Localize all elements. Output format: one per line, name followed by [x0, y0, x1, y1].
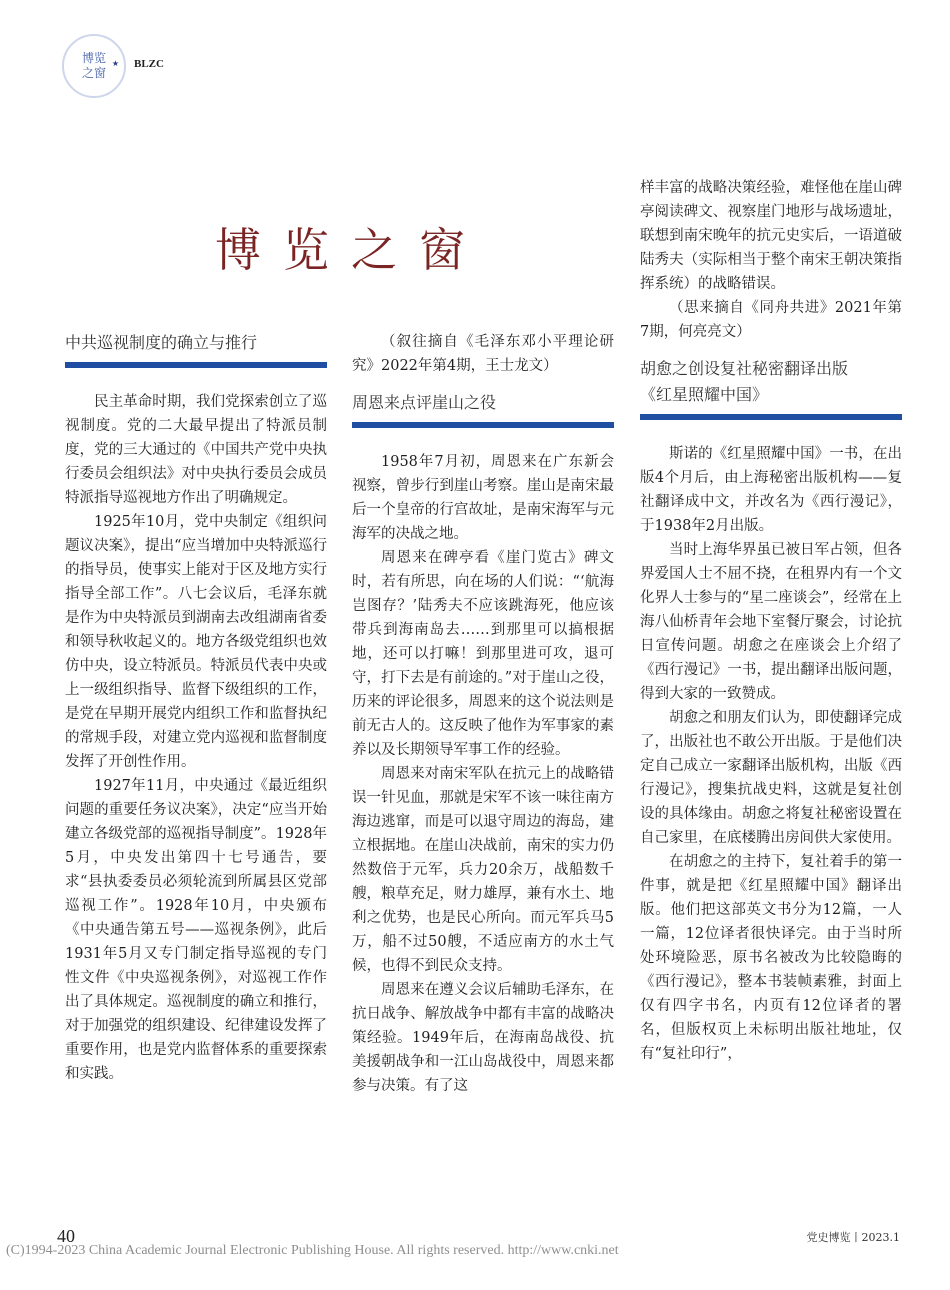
journal-code: BLZC	[134, 58, 164, 70]
column-2	[352, 330, 614, 1098]
journal-issue: 党史博览丨2023.1	[806, 1231, 900, 1244]
logo-text-line1: 博览	[81, 51, 106, 65]
title-bar	[352, 422, 614, 428]
paragraph-continuation: 样丰富的战略决策经验，难怪他在崖山碑亭阅读碑文、视察崖门地形与战场遗址，联想到南宋晚年的抗元史实后，一语道破陆秀夫（实际相当于整个南宋王朝决策指挥系统）的战略错误。	[640, 180, 902, 292]
paragraph: 1925年10月，党中央制定《组织问题议决案》，提出“应当增加中央特派巡行的指导员，使事实上能对于区及地方实行指导全部工作”。八七会议后，毛泽东就是作为中央特派员到湖南去改组湖南省委和领导秋收起义的。地方各级党组织也效仿中央，设立特派员。特派员代表中央或上一级组织指导、监督下级组织的工作，是党在早期开展党内组织工作和监督执纪的常规手段，对建立党内巡视和监督制度发挥了开创性作用。	[65, 514, 327, 770]
article-title: 周恩来点评崖山之役	[352, 393, 497, 412]
paragraph: 当时上海华界虽已被日军占领，但各界爱国人士不屈不挠，在租界内有一个文化界人士参与的“星二座谈会”，经常在上海八仙桥青年会地下室餐厅聚会，讨论抗日宣传问题。胡愈之在座谈会上介绍了《西行漫记》一书，提出翻译出版问题，得到大家的一致赞成。	[640, 542, 902, 702]
citation: （思来摘自《同舟共进》2021年第7期，何亮亮文）	[640, 300, 902, 340]
logo-text-line2: 之窗	[81, 66, 106, 80]
paragraph: 周恩来在碑亭看《崖门览古》碑文时，若有所思，向在场的人们说：“‘航海岂图存？’陆秀夫不应该跳海死，他应该带兵到海南岛去……到那里可以搞根据地，还可以打嘛！到那里进可攻，退可守，打下去是有前途的。”对于崖山之役，历来的评论很多，周恩来的这个说法则是前无古人的。这反映了他作为军事家的素养以及长期领导军事工作的经验。	[352, 550, 614, 758]
column-3	[640, 176, 902, 1066]
title-bar	[640, 414, 902, 420]
title-bar	[65, 362, 327, 368]
journal-logo	[62, 34, 126, 98]
paragraph: 民主革命时期，我们党探索创立了巡视制度。党的二大最早提出了特派员制度，党的三大通过的《中国共产党中央执行委员会组织法》对中央执行委员会成员特派指导巡视地方作出了明确规定。	[65, 394, 327, 506]
copyright-notice: (C)1994-2023 China Academic Journal Electronic Publishing House. All rights reserved. http://www.cnki.net	[6, 1243, 619, 1258]
paragraph: 在胡愈之的主持下，复社着手的第一件事，就是把《红星照耀中国》翻译出版。他们把这部英文书分为12篇，一人一篇，12位译者很快译完。由于当时所处环境险恶，原书名被改为比较隐晦的《西行漫记》，整本书装帧素雅，封面上仅有四字书名，内页有12位译者的署名，但版权页上未标明出版社地址，仅有“复社印行”，	[640, 854, 902, 1062]
paragraph: 1958年7月初，周恩来在广东新会视察，曾步行到崖山考察。崖山是南宋最后一个皇帝的行宫故址，是南宋海军与元海军的决战之地。	[352, 454, 614, 542]
paragraph: 1927年11月，中央通过《最近组织问题的重要任务议决案》，决定“应当开始建立各级党部的巡视指导制度”。1928年5月，中央发出第四十七号通告，要求“县执委委员必须轮流到所属县区党部巡视工作”。1928年10月，中央颁布《中央通告第五号——巡视条例》，此后1931年5月又专门制定指导巡视的专门性文件《中央巡视条例》，对巡视工作作出了具体规定。巡视制度的确立和推行，对于加强党的组织建设、纪律建设发挥了重要作用，也是党内监督体系的重要探索和实践。	[65, 778, 327, 1082]
star-icon: ★	[111, 59, 119, 68]
paragraph: 胡愈之和朋友们认为，即使翻译完成了，出版社也不敢公开出版。于是他们决定自己成立一家翻译出版机构，出版《西行漫记》，搜集抗战史料，这就是复社创设的具体缘由。胡愈之将复社秘密设置在自己家里，在底楼腾出房间供大家使用。	[640, 710, 902, 846]
column-1	[65, 330, 327, 1086]
citation: （叙往摘自《毛泽东邓小平理论研究》2022年第4期，王士龙文）	[352, 334, 614, 374]
paragraph: 周恩来对南宋军队在抗元上的战略错误一针见血，那就是宋军不该一味往南方海边逃窜，而是可以退守周边的海岛，建立根据地。在崖山决战前，南宋的实力仍然数倍于元军，兵力20余万，战船数千艘，粮草充足，财力雄厚，兼有水土、地利之优势，也是民心所向。而元军兵马5万，船不过50艘，不适应南方的水土气候，也得不到民众支持。	[352, 766, 614, 974]
article-title: 中共巡视制度的确立与推行	[65, 333, 258, 352]
section-title: 博览之窗	[215, 223, 487, 277]
page-number: 40	[57, 1226, 75, 1246]
article-title-line2: 《红星照耀中国》	[640, 385, 769, 404]
article-title-line1: 胡愈之创设复社秘密翻译出版	[640, 359, 849, 378]
paragraph: 周恩来在遵义会议后辅助毛泽东，在抗日战争、解放战争中都有丰富的战略决策经验。1949年后，在海南岛战役、抗美援朝战争和一江山岛战役中，周恩来都参与决策。有了这	[352, 982, 614, 1094]
paragraph: 斯诺的《红星照耀中国》一书，在出版4个月后，由上海秘密出版机构——复社翻译成中文，并改名为《西行漫记》，于1938年2月出版。	[640, 446, 902, 534]
